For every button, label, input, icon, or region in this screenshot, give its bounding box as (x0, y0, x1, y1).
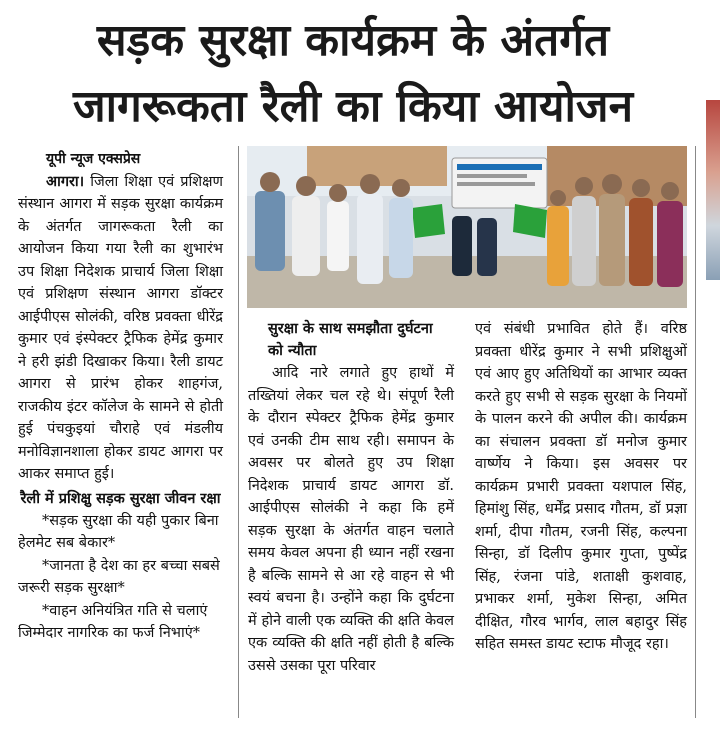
byline: यूपी न्यूज एक्सप्रेस (46, 151, 141, 167)
headline (6, 8, 700, 140)
column-divider (238, 146, 239, 718)
adjacent-photo (706, 100, 720, 280)
article-column-3 (475, 318, 687, 656)
headline-line-2: जागरूकता रैली का किया आयोजन (72, 81, 633, 132)
subhead-rally: रैली में प्रशिक्षु सड़क सुरक्षा जीवन रक्षा (20, 490, 221, 507)
rally-photo-image (247, 146, 687, 308)
slogan-3: *वाहन अनियंत्रित गति से चलाएं जिम्मेदार नागरिक का फर्ज निभाएं* (18, 602, 208, 641)
article-column-1 (18, 148, 223, 645)
article-column-2 (248, 318, 454, 677)
lead-paragraph (18, 171, 223, 486)
column-divider-right (695, 146, 696, 718)
slogan-1: *सड़क सुरक्षा की यही पुकार बिना हेलमेट सब बेकार* (18, 512, 219, 551)
slogan-2: *जानता है देश का हर बच्चा सबसे जरूरी सड़क सुरक्षा* (18, 557, 220, 596)
adjacent-article-fragment (700, 0, 720, 740)
headline-line-1: सड़क सुरक्षा कार्यक्रम के अंतर्गत (96, 15, 610, 66)
lead-text: जिला शिक्षा एवं प्रशिक्षण संस्थान आगरा में सड़क सुरक्षा कार्यक्रम के अंतर्गत जागरूकता रैली का आयोजन किया गया रैली का शुभारंभ उप शिक्षा निदेशक प्राचार्य जिला शिक्षा एवं प्रशिक्षण संस्थान आगरा डॉक्टर आईपीएस सोलंकी, वरिष्ठ प्रवक्ता धीरेंद्र कुमार एवं इंस्पेक्टर ट्रैफिक हेमेंद्र कुमार ने हरी झंडी दिखाकर किया। रैली डायट आगरा से प्रारंभ होकर शाहगंज, राजकीय इंटर कॉलेज के सामने से होती हुई पंचकुइयां चौराहे एवं मंडलीय मनोविज्ञानशाला होकर डायट आगरा पर आकर समाप्त हुई। (18, 173, 223, 482)
column-3-text: एवं संबंधी प्रभावित होते हैं। वरिष्ठ प्रवक्ता धीरेंद्र कुमार ने सभी प्रशिक्षुओं एवं आए हुए अतिथियों का आभार व्यक्त करते हुए सभी से सड़क सुरक्षा के नियमों के पालन करने की अपील की। कार्यक्रम का संचालन प्रवक्ता डॉ मनोज कुमार वार्ष्णेय ने किया। इस अवसर पर कार्यक्रम प्रभारी प्रवक्ता यशपाल सिंह, हिमांशु सिंह, धर्मेंद्र प्रसाद गौतम, डॉ प्रज्ञा शर्मा, दीपा गौतम, रजनी सिंह, कल्पना सिन्हा, डॉ दिलीप कुमार गुप्ता, पुष्पेंद्र सिंह, रंजना पांडे, शताक्षी कुशवाह, प्रभाकर शर्मा, मुकेश सिन्हा, अमित दीक्षित, गौरव भार्गव, लाल बहादुर सिंह सहित समस्त डायट स्टाफ मौजूद रहा। (475, 321, 687, 652)
subhead-safety: सुरक्षा के साथ समझौता दुर्घटना को न्यौता (268, 321, 433, 359)
rally-photo (247, 146, 687, 308)
dateline-place: आगरा। (46, 173, 85, 190)
column-2-text: आदि नारे लगाते हुए हाथों में तख्तियां लेकर चल रहे थे। संपूर्ण रैली के दौरान स्पेक्टर ट्रैफिक हेमेंद्र कुमार एवं उनकी टीम साथ रही। समापन के अवसर पर बोलते हुए उप शिक्षा निदेशक प्राचार्य डायट आगरा डॉ. आईपीएस सोलंकी ने कहा कि हमें सड़क सुरक्षा के अंतर्गत वाहन चलाते समय केवल अपना ही ध्यान नहीं रखना है बल्कि सामने से आ रहे वाहन से भी स्वयं बचना है। उन्होंने कहा कि दुर्घटना में होने वाली एक व्यक्ति की क्षति केवल एक व्यक्ति की क्षति नहीं होती है बल्कि उससे उसका पूरा परिवार (248, 365, 454, 674)
